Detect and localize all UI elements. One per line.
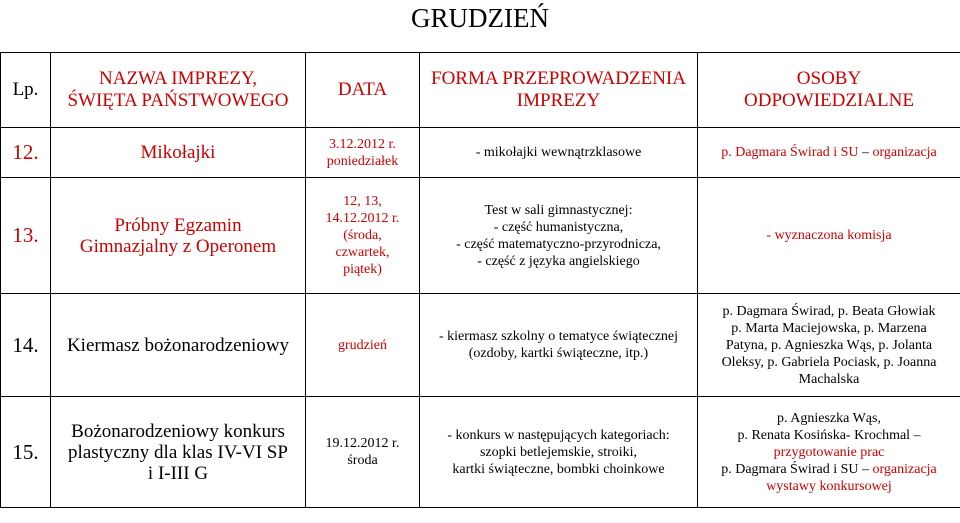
responsible-persons: - wyznaczona komisja — [698, 178, 960, 294]
event-form: - konkurs w następujących kategoriach: szopki betlejemskie, stroiki, kartki świąteczne, bombki choinkowe — [420, 397, 698, 508]
event-date: grudzień — [306, 294, 420, 397]
row-number: 13. — [1, 178, 51, 294]
table-row — [1, 294, 960, 397]
event-name: Mikołajki — [51, 128, 306, 178]
header-lp: Lp. — [1, 53, 51, 128]
table-row — [1, 178, 960, 294]
event-name: Kiermasz bożonarodzeniowy — [51, 294, 306, 397]
responsible-persons: p. Dagmara Świrad, p. Beata Głowiak p. Marta Maciejowska, p. Marzena Patyna, p. Agnieszka Wąs, p. Jolanta Oleksy, p. Gabriela Pociask, p. Joanna Machalska — [698, 294, 960, 397]
event-date: 12, 13, 14.12.2012 r. (środa, czwartek, piątek) — [306, 178, 420, 294]
row-number: 15. — [1, 397, 51, 508]
event-form: - mikołajki wewnątrzklasowe — [420, 128, 698, 178]
table-row — [1, 397, 960, 508]
header-date: DATA — [306, 53, 420, 128]
event-schedule-table — [0, 52, 960, 508]
event-name: Próbny Egzamin Gimnazjalny z Operonem — [51, 178, 306, 294]
table-row — [1, 128, 960, 178]
responsible-persons: p. Dagmara Świrad i SU – organizacja — [698, 128, 960, 178]
event-date: 19.12.2012 r. środa — [306, 397, 420, 508]
header-row — [1, 53, 960, 128]
row-number: 14. — [1, 294, 51, 397]
header-event-name: NAZWA IMPREZY, ŚWIĘTA PAŃSTWOWEGO — [51, 53, 306, 128]
header-responsible: OSOBY ODPOWIEDZIALNE — [698, 53, 960, 128]
responsible-persons: p. Agnieszka Wąs, p. Renata Kosińska- Krochmal – przygotowanie prac p. Dagmara Świrad i SU – organizacja wystawy konkursowej — [698, 397, 960, 508]
event-form: - kiermasz szkolny o tematyce świątecznej (ozdoby, kartki świąteczne, itp.) — [420, 294, 698, 397]
page-title: GRUDZIEŃ — [411, 3, 549, 33]
header-form: FORMA PRZEPROWADZENIA IMPREZY — [420, 53, 698, 128]
table-body — [1, 128, 960, 508]
event-date: 3.12.2012 r. poniedziałek — [306, 128, 420, 178]
row-number: 12. — [1, 128, 51, 178]
event-name: Bożonarodzeniowy konkurs plastyczny dla klas IV-VI SP i I-III G — [51, 397, 306, 508]
event-form: Test w sali gimnastycznej: - część humanistyczna, - część matematyczno-przyrodnicza, - część z języka angielskiego — [420, 178, 698, 294]
